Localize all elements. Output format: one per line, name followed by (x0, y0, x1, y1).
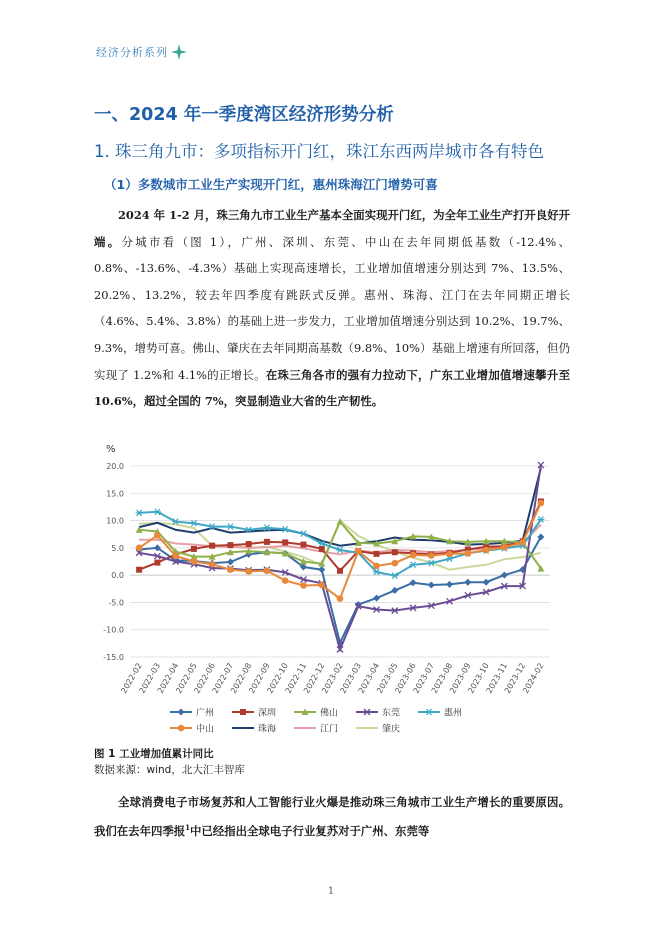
y-tick-label: -15.0 (103, 653, 124, 662)
legend-item (232, 707, 276, 719)
y-tick-label: 20.0 (106, 462, 124, 471)
data-point (209, 561, 216, 568)
data-point (501, 544, 508, 551)
x-tick-label: 2022-03 (137, 661, 163, 695)
data-point (426, 709, 433, 715)
data-point (537, 516, 544, 522)
data-point (172, 553, 179, 560)
legend-label: 惠州 (444, 708, 463, 719)
data-point (300, 542, 306, 548)
data-point (373, 595, 380, 602)
data-point (391, 573, 398, 579)
data-point (136, 545, 143, 552)
x-tick-label: 2023-08 (429, 661, 455, 695)
data-point (373, 569, 380, 575)
data-point (355, 548, 362, 555)
data-point (136, 567, 142, 573)
x-tick-label: 2022-11 (283, 661, 309, 695)
x-tick-label: 2023-10 (466, 661, 491, 695)
data-point (483, 547, 490, 554)
y-tick-label: -5.0 (108, 598, 124, 608)
body-paragraph-2 (94, 789, 570, 845)
data-point (154, 509, 161, 515)
data-point (319, 546, 325, 552)
x-tick-label: 2023-03 (338, 661, 363, 695)
data-point (428, 581, 435, 588)
x-tick-label: 2023-05 (375, 661, 400, 695)
data-point (227, 566, 234, 573)
x-tick-label: 2023-09 (448, 661, 473, 695)
data-point (337, 595, 344, 602)
data-point (300, 582, 307, 589)
x-tick-label: 2022-09 (247, 661, 272, 695)
data-point (501, 572, 508, 579)
series-line (139, 537, 541, 643)
data-point (245, 568, 252, 575)
x-tick-label: 2022-04 (155, 661, 181, 695)
data-point (209, 543, 215, 549)
x-tick-label: 2024-02 (521, 661, 546, 695)
data-point (391, 560, 398, 567)
figure-caption: 图 1 工业增加值累计同比 (94, 748, 214, 760)
bold-conclusion-sentence: 在珠三角各市的强有力拉动下，广东工业增加值增速攀升至 10.6%，超过全国的 7%，突显制造业大省的生产韧性。 (94, 367, 570, 409)
data-point (337, 568, 343, 574)
legend-label: 东莞 (382, 708, 401, 719)
data-point (446, 551, 453, 558)
data-point (392, 549, 398, 555)
data-point (465, 550, 472, 557)
data-point (410, 552, 417, 559)
data-point (154, 560, 160, 566)
legend-item (294, 723, 338, 735)
legend-label: 中山 (196, 724, 215, 735)
data-point (282, 539, 288, 545)
x-tick-label: 2022-06 (192, 661, 217, 695)
legend-label: 广州 (196, 708, 215, 719)
footnote-marker[interactable]: 1 (185, 823, 191, 833)
y-tick-label: 10.0 (106, 516, 124, 526)
y-tick-label: -10.0 (103, 625, 124, 635)
legend-item (170, 707, 214, 719)
data-point (519, 539, 526, 546)
page-number: 1 (327, 886, 335, 897)
legend-label: 江门 (320, 724, 339, 735)
data-point (446, 581, 453, 588)
x-tick-label: 2023-07 (411, 661, 437, 695)
data-point (240, 709, 246, 715)
series-tag: 经济分析系列 (96, 46, 168, 59)
data-point (154, 532, 161, 539)
y-tick-label: 5.0 (111, 543, 124, 553)
y-tick-label: 15.0 (106, 489, 124, 499)
data-point (264, 567, 271, 574)
section-heading: 一、2024 年一季度湾区经济形势分析 (94, 105, 394, 125)
legend-item (356, 723, 400, 735)
legend-label: 佛山 (320, 708, 339, 719)
data-point (428, 560, 435, 566)
bold-lead-sentence: 2024 年 1-2 月，珠三角九市工业生产基本全面实现开门红，为全年工业生产打开良好开端。 (94, 208, 570, 249)
data-point (136, 510, 143, 516)
industrial-growth-line-chart (90, 438, 570, 740)
data-point (391, 587, 398, 594)
data-point (428, 552, 435, 559)
data-point (410, 562, 417, 568)
x-tick-label: 2022-07 (210, 661, 236, 695)
data-point (318, 582, 325, 589)
bold-text: 全球消费电子市场复苏和人工智能行业火爆是推动珠三角城市工业生产增长的重要原因。我们在去年四季报$^1$中已经指出全球电子行业复苏对于广州、东莞等 (94, 795, 570, 839)
data-point (227, 542, 233, 548)
data-point (374, 551, 380, 557)
legend-item (232, 723, 276, 735)
series-line (139, 502, 541, 571)
legend-item (170, 723, 214, 735)
x-tick-label: 2022-10 (265, 661, 290, 695)
legend-item (418, 707, 462, 719)
body-text: 分城市看（图 1），广州、深圳、东莞、中山在去年同期低基数（-12.4%、0.8%、-13.6%、-4.3%）基础上实现高速增长，工业增加值增速分别达到 7%、13.5%、20.2%、13.2%，较去年四季度有跳跃式反弹。惠州、珠海、江门在去年同期正增长（4.6%、5.4%、3.8%）的基础上进一步发力，工业增加值增速分别达到 10.2%、19.7%、9.3%，增势可喜。佛山、肇庆在去年同期高基数（9.8%、10%）基础上增速有所回落，但仍实现了 1.2%和 4.1%的正增长。 (94, 234, 570, 382)
x-tick-label: 2023-06 (393, 661, 418, 695)
data-point (246, 541, 252, 547)
sparkle-icon (171, 44, 187, 60)
x-tick-label: 2023-02 (320, 661, 345, 695)
x-tick-label: 2022-12 (301, 661, 327, 695)
data-point (191, 558, 198, 565)
data-point (318, 566, 325, 573)
legend-label: 珠海 (258, 724, 277, 735)
figure-source: 数据来源：wind，北大汇丰智库 (94, 764, 245, 776)
x-tick-label: 2022-02 (119, 661, 144, 695)
x-tick-label: 2023-11 (484, 661, 510, 695)
data-point (190, 520, 197, 526)
data-point (300, 531, 307, 537)
data-point (538, 500, 545, 507)
x-tick-label: 2022-08 (228, 661, 254, 695)
legend-label: 肇庆 (382, 724, 401, 735)
sub-subsection-heading: （1）多数城市工业生产实现开门红，惠州珠海江门增势可喜 (104, 177, 438, 192)
x-tick-label: 2023-12 (502, 661, 528, 695)
x-tick-label: 2022-05 (174, 661, 199, 695)
data-point (282, 526, 289, 532)
data-point (282, 577, 289, 584)
data-point (264, 539, 270, 545)
data-point (227, 524, 234, 530)
data-point (191, 546, 197, 552)
data-point (464, 579, 471, 586)
legend-item (356, 707, 400, 719)
data-point (178, 725, 185, 732)
data-point (227, 559, 234, 566)
data-point (178, 709, 185, 716)
x-tick-label: 2023-04 (356, 661, 382, 695)
body-paragraph-1 (94, 202, 570, 415)
data-point (483, 579, 490, 586)
y-axis-unit: % (106, 444, 116, 455)
subsection-heading: 1. 珠三角九市：多项指标开门红，珠江东西两岸城市各有特色 (94, 142, 544, 161)
legend-label: 深圳 (258, 708, 277, 719)
data-point (373, 563, 380, 570)
y-tick-label: 0.0 (111, 571, 124, 581)
data-point (410, 579, 417, 586)
legend-item (294, 707, 338, 719)
